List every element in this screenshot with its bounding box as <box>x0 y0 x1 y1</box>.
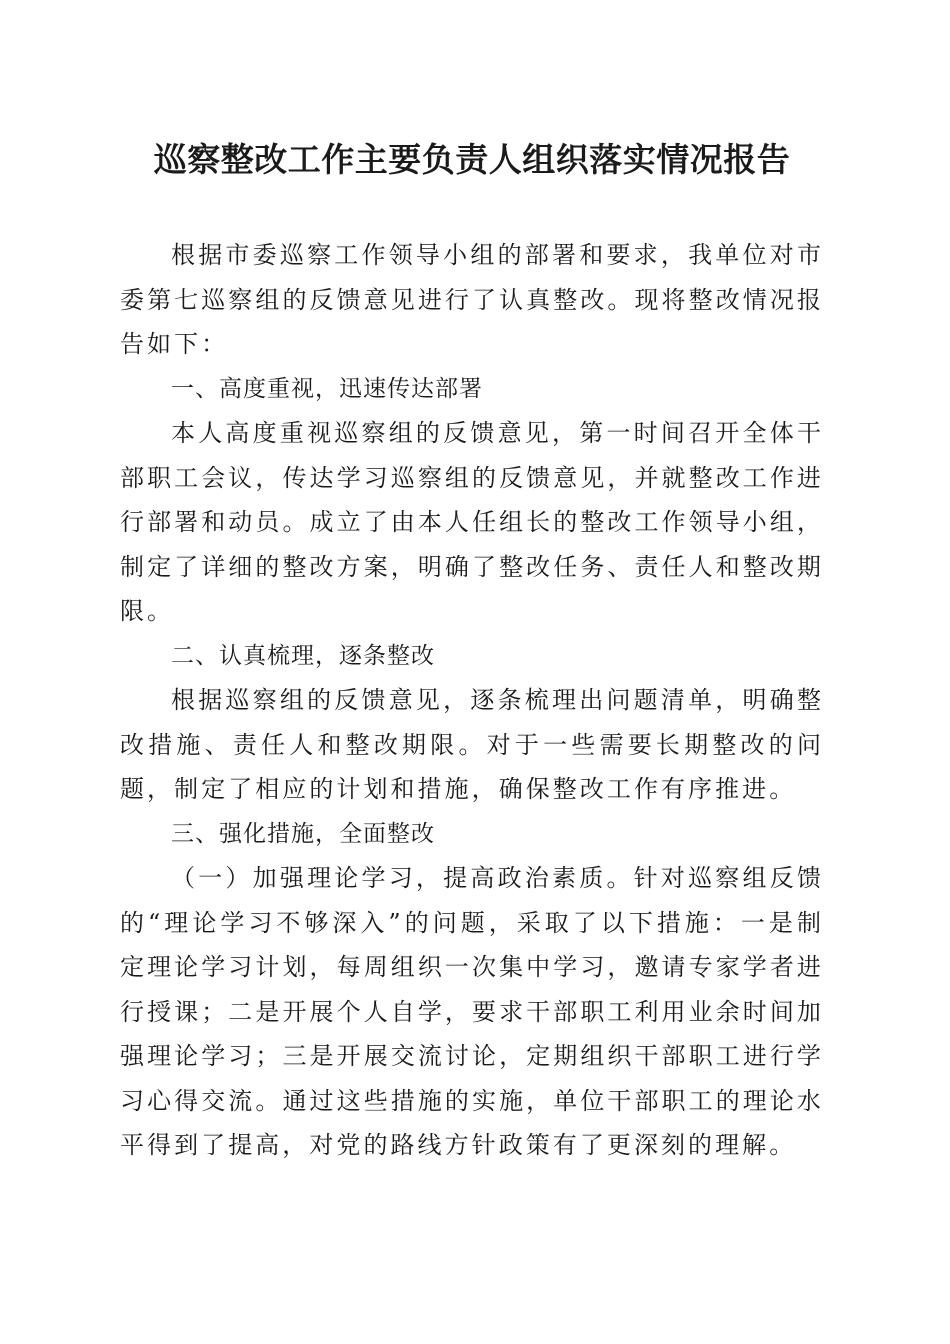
document-body <box>120 233 824 1168</box>
section-1-paragraph: 本人高度重视巡察组的反馈意见，第一时间召开全体干部职工会议，传达学习巡察组的反馈意见，并就整改工作进行部署和动员。成立了由本人任组长的整改工作领导小组，制定了详细的整改方案，明确了整改任务、责任人和整改期限。 <box>120 419 824 625</box>
document-title: 巡察整改工作主要负责人组织落实情况报告 <box>153 140 791 179</box>
intro-paragraph: 根据市委巡察工作领导小组的部署和要求，我单位对市委第七巡察组的反馈意见进行了认真整改。现将整改情况报告如下： <box>120 241 824 358</box>
section-1-heading: 一、高度重视，迅速传达部署 <box>171 375 483 402</box>
section-2-paragraph: 根据巡察组的反馈意见，逐条梳理出问题清单，明确整改措施、责任人和整改期限。对于一些需要长期整改的问题，制定了相应的计划和措施，确保整改工作有序推进。 <box>120 686 824 803</box>
section-2-heading: 二、认真梳理，逐条整改 <box>171 642 435 669</box>
section-3-paragraph: （一）加强理论学习，提高政治素质。针对巡察组反馈的“理论学习不够深入”的问题，采取了以下措施：一是制定理论学习计划，每周组织一次集中学习，邀请专家学者进行授课；二是开展个人自学，要求干部职工利用业余时间加强理论学习；三是开展交流讨论，定期组织干部职工进行学习心得交流。通过这些措施的实施，单位干部职工的理论水平得到了提高，对党的路线方针政策有了更深刻的理解。 <box>120 864 824 1159</box>
section-3-heading: 三、强化措施，全面整改 <box>171 820 435 847</box>
